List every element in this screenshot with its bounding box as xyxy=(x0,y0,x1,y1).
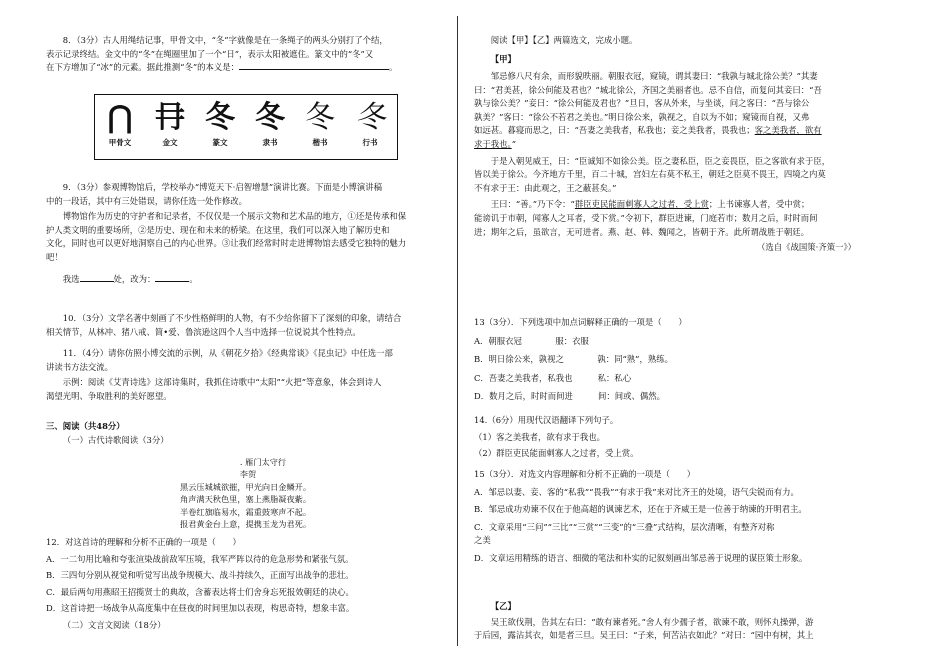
glyph-seal: 冬 篆文 xyxy=(205,100,235,147)
passage-yi: 【乙】 吴王欲伐荆，告其左右曰：“敢有谏者死。”舍人有少孺子者，欲谏不敢，则怀丸操弹，游 于后园，露沾其衣，如是者三旦。吴王曰：“子来，何苦沾衣如此？”对曰：“园中有树，其上 xyxy=(474,601,814,641)
question-15: 15（3分）．对选文内容理解和分析不正确的一项是（ ） A．邹忌以妻、妾、客的“私我”“畏我”“有求于我”来对比齐王的处境，语气尖锐而有力。 B．邹忌成功劝谏不仅在于他高超的讽谏艺术，还在于齐威王是一位善于纳谏的开明君主。 C．文章采用“三问”“三比”“三赏”“三变”的“三叠”式结构，层次清晰，有整齐对称 之美 D．文章运用精练的语言、细微的笔法和朴实的记叙刻画出邹忌善于说理的谋臣策士形象。 xyxy=(474,468,856,566)
glyph-running: 冬 行书 xyxy=(355,100,385,147)
answer-blank[interactable] xyxy=(239,61,389,70)
glyph-clerical: 冬 隶书 xyxy=(255,100,285,147)
column-divider xyxy=(457,16,458,646)
option-c[interactable]: C．吾妻之美我者，私我也 私：私心 xyxy=(474,372,632,383)
glyph-bronze: 冄 金文 xyxy=(155,100,185,147)
option-d[interactable]: D．文章运用精练的语言、细微的笔法和朴实的记叙刻画出邹忌善于说理的谋臣策士形象。 xyxy=(474,552,808,563)
question-13: 13（3分）．下列选项中加点词解释正确的一项是（ ） A．朝服衣冠 服：衣服 B．明日徐公来，孰视之 孰：同“熟”，熟练。 C．吾妻之美我者，私我也 私：私心 D．数月之后，时时而间进 间：间或、偶然。 xyxy=(474,316,856,404)
option-a[interactable]: A．邹忌以妻、妾、客的“私我”“畏我”“有求于我”来对比齐王的处境，语气尖锐而有力。 xyxy=(474,486,799,497)
glyph-regular: 冬 楷书 xyxy=(305,100,335,147)
option-c[interactable]: C．最后两句用燕昭王招揽贤士的典故，含蓄表达将士们舍身忘死报效朝廷的决心。 xyxy=(46,586,354,597)
option-c[interactable]: C．文章采用“三问”“三比”“三赏”“三变”的“三叠”式结构，层次清晰，有整齐对称 xyxy=(474,521,775,532)
question-14: 14.（6分）用现代汉语翻译下列句子。 （1）客之美我者，欲有求于我也。 （2）群臣吏民能面刺寡人之过者，受上赏。 xyxy=(474,415,639,459)
question-9: 9．（3分）参观博物馆后，学校举办“博览天下·启智增慧”演讲比赛。下面是小博演讲稿 中的一段话，其中有三处错误，请你任选一处作修改。 博物馆作为历史的守护者和记录者，不仅仅是一个展示文物和艺术品的地方，①还是传承和保 护人类文明的重要场所，②是历史、现在和未来的桥梁。在这里，我们可以深入地了解历史和 文化，同时也可以更好地洞察自己的内心世界。③让我们经常时时走进博物馆去感受它独特的魅力 吧！ 我选 处，改为： 。 xyxy=(46,182,407,284)
option-b[interactable]: B．明日徐公来，孰视之 孰：同“熟”，熟练。 xyxy=(474,354,673,365)
glyph-oracle: ⋂ 甲骨文 xyxy=(107,100,133,147)
poem: . 雁门太守行 李贺 黑云压城城欲摧，甲光向日金鳞开。 角声满天秋色里，塞上燕脂凝夜紫。 半卷红旗临易水，霜重鼓寒声不起。 报君黄金台上意，提携玉龙为君死。 xyxy=(180,457,312,530)
option-d[interactable]: D．这首诗把一场战争从高度集中在昼夜的时间里加以表现，构思奇特，想象丰富。 xyxy=(46,603,355,614)
option-a[interactable]: A．一二句用比喻和夸张渲染战前敌军压境，我军严阵以待的危急形势和紧张气氛。 xyxy=(46,553,354,564)
glyph-evolution-figure xyxy=(94,94,398,160)
question-8: 8．（3分）古人用绳结记事，甲骨文中，“冬”字就像是在一条绳子的两头分别打了个结， 表示记录终结。金文中的“冬”在绳圈里加了一个“日”，表示太阳被遮住。篆文中的“冬”又 在下方增加了“冰”的元素。据此推测“冬”的本义是： 。 xyxy=(46,35,398,73)
correction-blank[interactable] xyxy=(155,273,189,282)
section-3-heading: 三、阅读（共48分） （一）古代诗歌阅读（3分） xyxy=(46,421,169,445)
question-12: 12．对这首诗的理解和分析不正确的一项是（ ） A．一二句用比喻和夸张渲染战前敌军压境，我军严阵以待的危急形势和紧张气氛。 B．三四句分别从视觉和听觉写出战争规模大、战斗持续久，正面写出战争的悲壮。 C．最后两句用燕昭王招揽贤士的典故，含蓄表达将士们舍身忘死报效朝廷的决心。 D．这首诗把一场战争从高度集中在昼夜的时间里加以表现，构思奇特，想象丰富。 （二）文言文阅读（18分） xyxy=(46,536,440,633)
option-a[interactable]: A．朝服衣冠 服：衣服 xyxy=(474,335,589,346)
passage-jia: 邹忌修八尺有余，而形貌昳丽。朝服衣冠，窥镜，谓其妻曰：“我孰与城北徐公美？”其妻 曰：“君美甚，徐公何能及君也？”城北徐公，齐国之美丽者也。忌不自信，而复问其妾曰：“吾 孰与徐公美？”妾曰：“徐公何能及君也？”旦日，客从外来，与坐谈，问之客曰：“吾与徐公 孰美？”客曰：“徐公不若君之美也。”明日徐公来，孰视之，自以为不如；窥镜而自视，又弗 如远甚。暮寝而思之，曰：“吾妻之美我者，私我也；妾之美我者，畏我也；客之美我者，欲有 求于我也。” 于是入朝见威王，曰：“臣诚知不如徐公美。臣之妻私臣，臣之妾畏臣，臣之客欲有求于臣， 皆以美于徐公。今齐地方千里，百二十城，宫妇左右莫不私王，朝廷之臣莫不畏王，四境之内莫 不有求于王：由此观之，王之蔽甚矣。” 王曰：“善。”乃下令：“群臣吏民能面刺寡人之过者，受上赏；上书谏寡人者，受中赏； 能谤讥于市朝，闻寡人之耳者，受下赏。”令初下，群臣进谏，门庭若市；数月之后，时时而间 进；期年之后，虽欲言，无可进者。燕、赵、韩、魏闻之，皆朝于齐。此所谓战胜于朝廷。 （选自《战国策·齐策一》） xyxy=(474,71,856,253)
option-b[interactable]: B．邹忌成功劝谏不仅在于他高超的讽谏艺术，还在于齐威王是一位善于纳谏的开明君主。 xyxy=(474,504,807,515)
reading-intro: 阅读【甲】【乙】两篇选文，完成小题。 【甲】 xyxy=(490,35,638,64)
question-10: 10．（3分）文学名著中刻画了不少性格鲜明的人物，有不少给你留下了深刻的印象，请结合 相关情节，从林冲、猪八戒、简•爱、鲁滨逊这四个人当中选择一位说说其个性特点。 xyxy=(46,313,402,337)
choice-blank[interactable] xyxy=(80,273,114,282)
question-11: 11．（4分）请你仿照小博交流的示例，从《朝花夕拾》《经典常谈》《昆虫记》中任选一部 讲读书方法交流。 示例：阅读《艾青诗选》这部诗集时，我抓住诗歌中“太阳”“火把”等意象，体会到诗人 渴望光明、争取胜利的美好愿望。 xyxy=(46,348,393,401)
option-b[interactable]: B．三四句分别从视觉和听觉写出战争规模大、战斗持续久，正面写出战争的悲壮。 xyxy=(46,570,354,581)
option-d[interactable]: D．数月之后，时时而间进 间：间或、偶然。 xyxy=(474,391,665,402)
